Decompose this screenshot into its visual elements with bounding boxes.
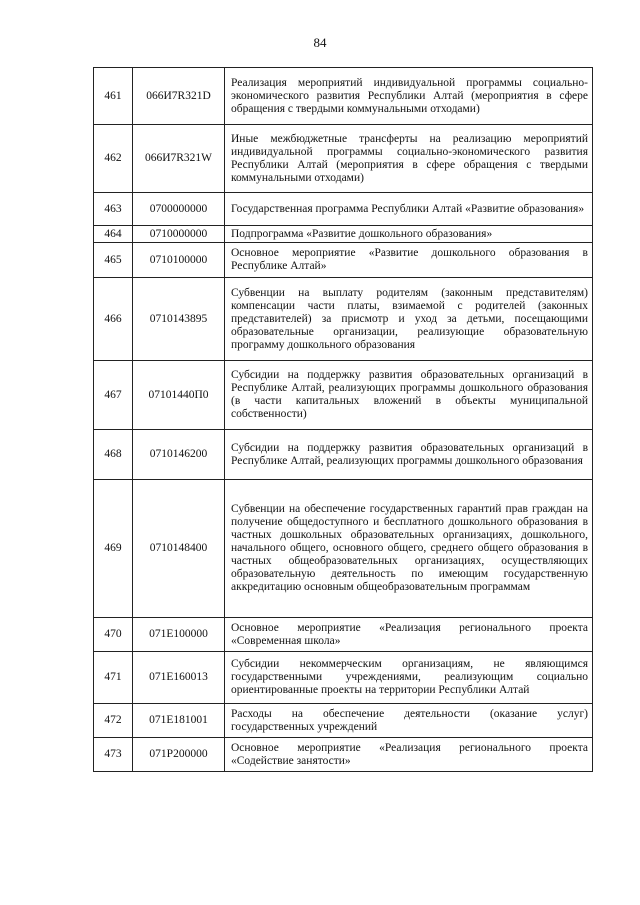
row-number: 469 xyxy=(94,480,133,618)
target-code: 0710148400 xyxy=(133,480,225,618)
target-code: 0710000000 xyxy=(133,226,225,243)
expense-name: Расходы на обеспечение деятельности (оказание услуг) государственных учреждений xyxy=(225,704,593,738)
target-code: 0700000000 xyxy=(133,193,225,226)
expense-name: Основное мероприятие «Реализация регионального проекта «Содействие занятости» xyxy=(225,738,593,772)
expense-name: Субсидии на поддержку развития образовательных организаций в Республике Алтай, реализующих программы дошкольного образования xyxy=(225,430,593,480)
row-number: 467 xyxy=(94,361,133,430)
table-row xyxy=(94,68,593,125)
table-row xyxy=(94,738,593,772)
row-number: 463 xyxy=(94,193,133,226)
target-code: 066И7R321W xyxy=(133,125,225,193)
expense-name: Субвенции на выплату родителям (законным представителям) компенсации части платы, взимаемой с родителей (законных представителей) за присмотр и уход за детьми, посещающими образовательные организации, реализующие образовательную программу дошкольного образования xyxy=(225,278,593,361)
row-number: 461 xyxy=(94,68,133,125)
table-row xyxy=(94,652,593,704)
target-code: 07101440П0 xyxy=(133,361,225,430)
target-code: 0710100000 xyxy=(133,243,225,278)
table-row xyxy=(94,618,593,652)
target-code: 071E100000 xyxy=(133,618,225,652)
row-number: 472 xyxy=(94,704,133,738)
target-code: 071P200000 xyxy=(133,738,225,772)
table-row xyxy=(94,226,593,243)
target-code: 0710146200 xyxy=(133,430,225,480)
row-number: 464 xyxy=(94,226,133,243)
expense-name: Субвенции на обеспечение государственных гарантий прав граждан на получение общедоступного и бесплатного дошкольного образования в частных дошкольных образовательных организациях, дошкольного, начального общего, основного общего, среднего общего образования в частных общеобразовательных организациях, осуществляющих образовательную деятельность по имеющим государственную аккредитацию основным общеобразовательным программам xyxy=(225,480,593,618)
row-number: 473 xyxy=(94,738,133,772)
row-number: 468 xyxy=(94,430,133,480)
expense-name: Реализация мероприятий индивидуальной программы социально-экономического развития Республики Алтай (мероприятия в сфере обращения с твердыми коммунальными отходами) xyxy=(225,68,593,125)
table-row xyxy=(94,704,593,738)
target-code: 071E160013 xyxy=(133,652,225,704)
expense-name: Основное мероприятие «Реализация регионального проекта «Современная школа» xyxy=(225,618,593,652)
row-number: 465 xyxy=(94,243,133,278)
page-number: 84 xyxy=(313,35,327,50)
target-code: 066И7R321D xyxy=(133,68,225,125)
expense-name: Государственная программа Республики Алтай «Развитие образования» xyxy=(225,193,593,226)
expense-name: Субсидии на поддержку развития образовательных организаций в Республике Алтай, реализующих программы дошкольного образования (в части капитальных вложений в объекты муниципальной собственности) xyxy=(225,361,593,430)
table-row xyxy=(94,480,593,618)
table-row xyxy=(94,193,593,226)
row-number: 466 xyxy=(94,278,133,361)
table-row xyxy=(94,278,593,361)
row-number: 470 xyxy=(94,618,133,652)
expense-name: Иные межбюджетные трансферты на реализацию мероприятий индивидуальной программы социально-экономического развития Республики Алтай (мероприятия в сфере обращения с твердыми коммунальными отходами) xyxy=(225,125,593,193)
target-code: 071E181001 xyxy=(133,704,225,738)
table-row xyxy=(94,361,593,430)
expense-name: Основное мероприятие «Развитие дошкольного образования в Республике Алтай» xyxy=(225,243,593,278)
budget-classification-table xyxy=(93,67,593,772)
row-number: 471 xyxy=(94,652,133,704)
row-number: 462 xyxy=(94,125,133,193)
table-row xyxy=(94,430,593,480)
target-code: 0710143895 xyxy=(133,278,225,361)
expense-name: Субсидии некоммерческим организациям, не являющимся государственными учреждениями, реализующим социально ориентированные проекты на территории Республики Алтай xyxy=(225,652,593,704)
table-row xyxy=(94,243,593,278)
expense-name: Подпрограмма «Развитие дошкольного образования» xyxy=(225,226,593,243)
table-row xyxy=(94,125,593,193)
